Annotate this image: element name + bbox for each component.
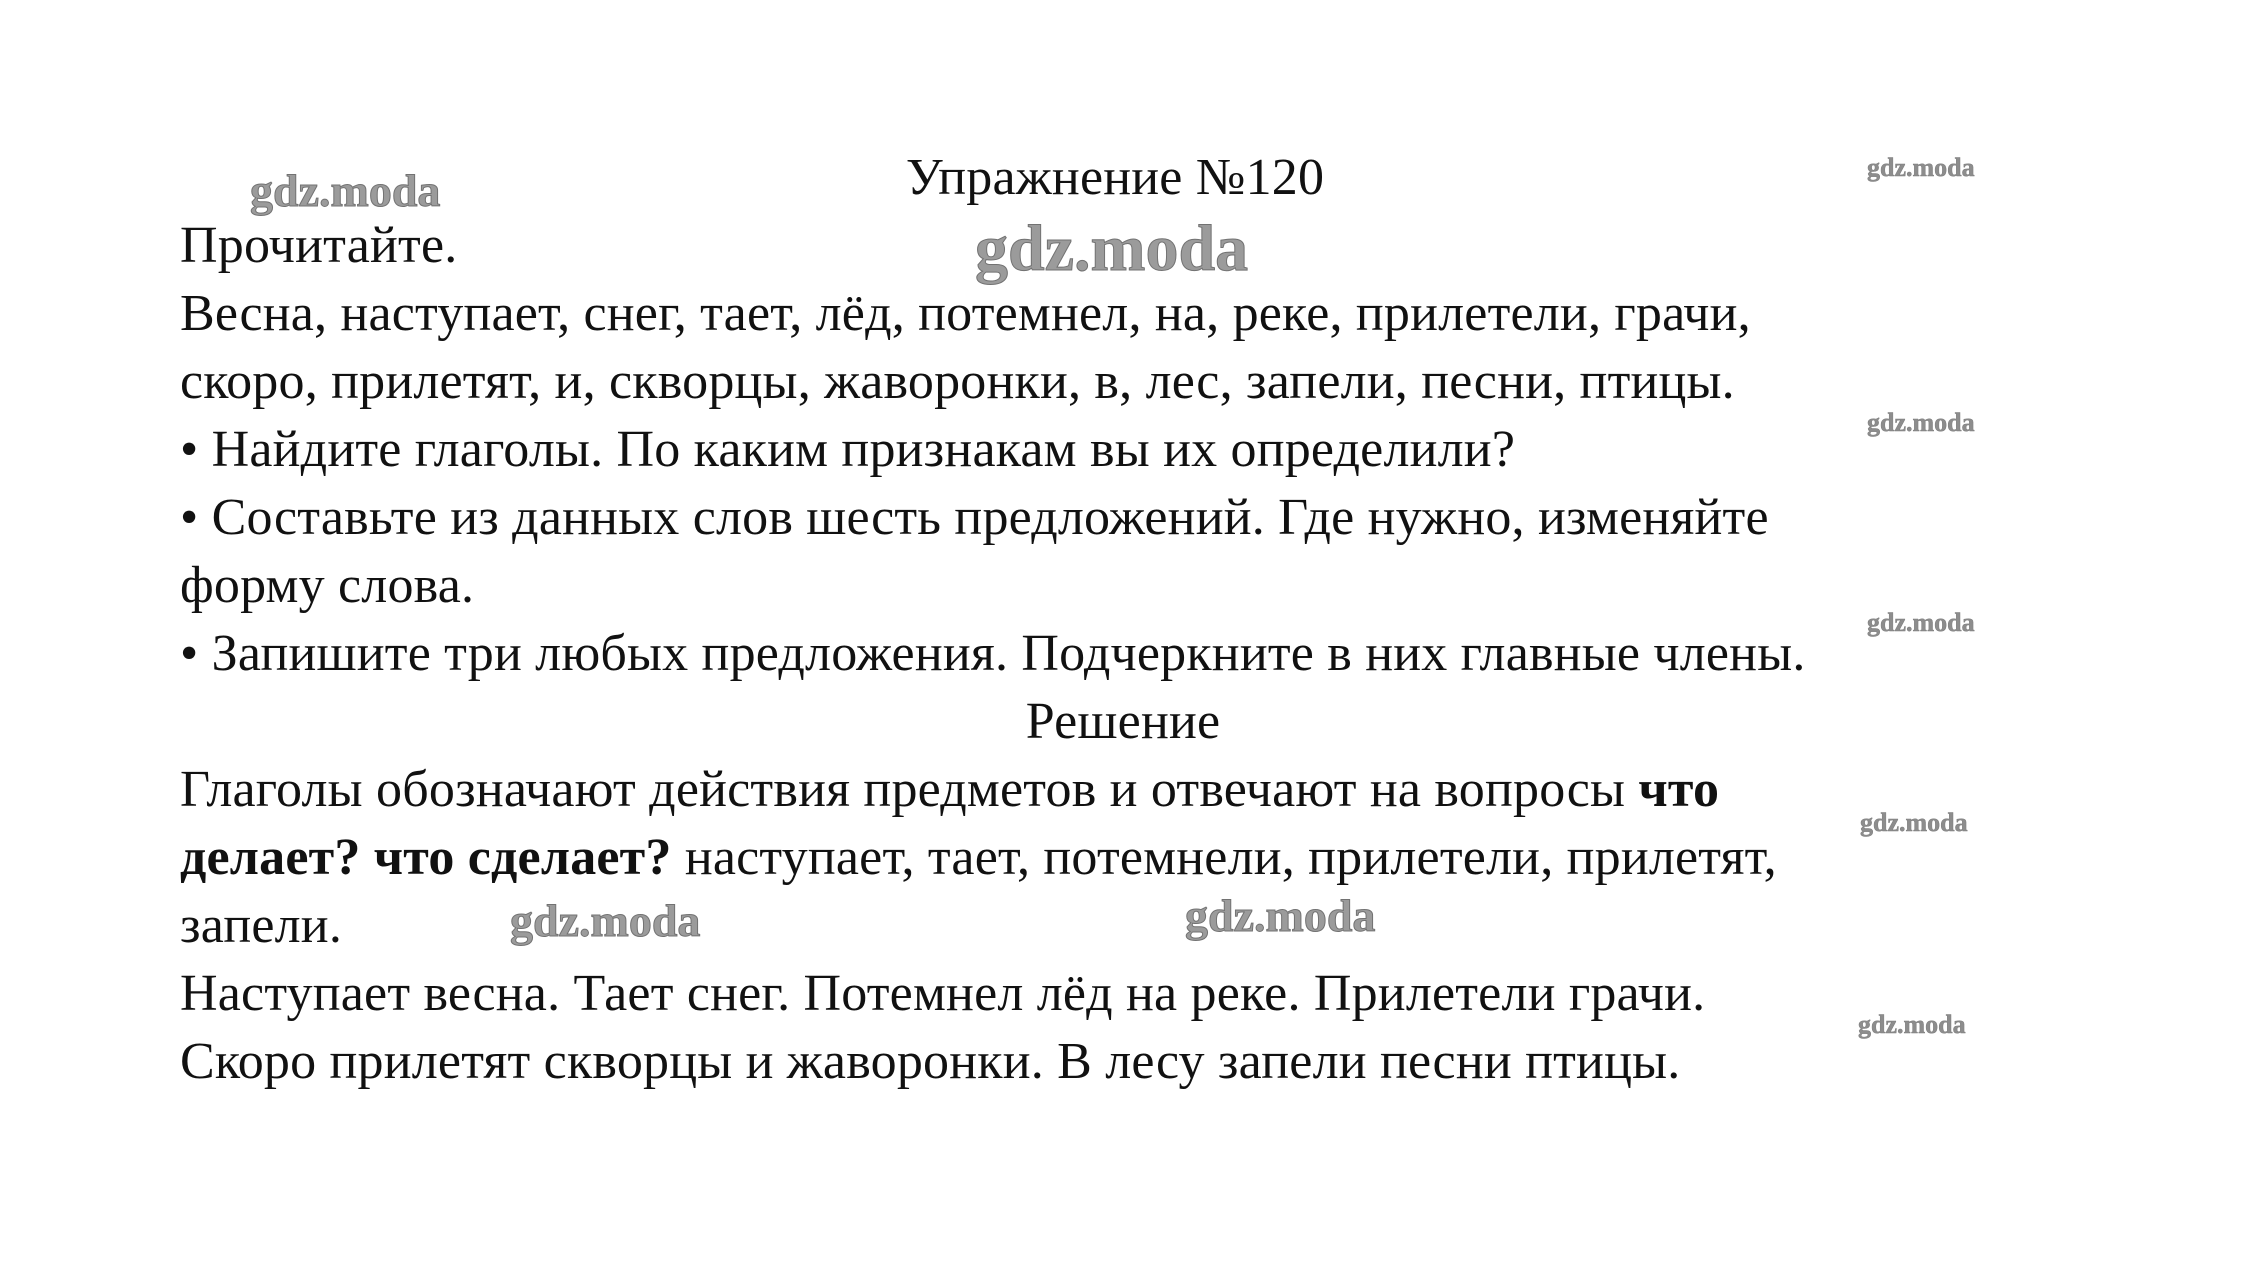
solution-paragraph-1-line-2 bbox=[180, 829, 1777, 886]
watermark: gdz.moda bbox=[1185, 890, 1376, 941]
watermark: gdz.moda bbox=[1858, 1010, 1966, 1039]
solution-paragraph-1-line-1 bbox=[180, 761, 1720, 818]
watermark: gdz.moda bbox=[1867, 608, 1975, 637]
solution-text: Глаголы обозначают действия предметов и отвечают на вопросы bbox=[180, 761, 1639, 818]
watermark: gdz.moda bbox=[250, 165, 441, 216]
watermark: gdz.moda bbox=[975, 212, 1249, 285]
word-list-line-2: скоро, прилетят, и, скворцы, жаворонки, в, лес, запели, песни, птицы. bbox=[180, 353, 1735, 410]
solution-sentences-line-2: Скоро прилетят скворцы и жаворонки. В лесу запели песни птицы. bbox=[180, 1033, 1681, 1090]
task-bullet-2-line-1: • Составьте из данных слов шесть предложений. Где нужно, изменяйте bbox=[180, 489, 1769, 546]
task-bullet-2-line-2: форму слова. bbox=[180, 557, 475, 614]
word-list-line-1: Весна, наступает, снег, тает, лёд, потемнел, на, реке, прилетели, грачи, bbox=[180, 285, 1751, 342]
solution-heading: Решение bbox=[1025, 693, 1221, 750]
question-bold: делает? что сделает? bbox=[180, 829, 672, 886]
verb-list: наступает, тает, потемнели, прилетели, прилетят, bbox=[671, 829, 1777, 886]
task-instruction: Прочитайте. bbox=[180, 217, 458, 274]
watermark: gdz.moda bbox=[1867, 408, 1975, 437]
task-bullet-1: • Найдите глаголы. По каким признакам вы их определили? bbox=[180, 421, 1516, 478]
exercise-title: Упражнение №120 bbox=[905, 149, 1325, 206]
solution-paragraph-1-line-3: запели. bbox=[180, 897, 343, 954]
question-bold: что bbox=[1638, 761, 1720, 818]
solution-sentences-line-1: Наступает весна. Тает снег. Потемнел лёд на реке. Прилетели грачи. bbox=[180, 965, 1706, 1022]
watermark: gdz.moda bbox=[1860, 808, 1968, 837]
watermark: gdz.moda bbox=[1867, 153, 1975, 182]
watermark: gdz.moda bbox=[510, 895, 701, 946]
task-bullet-3: • Запишите три любых предложения. Подчеркните в них главные члены. bbox=[180, 625, 1806, 682]
